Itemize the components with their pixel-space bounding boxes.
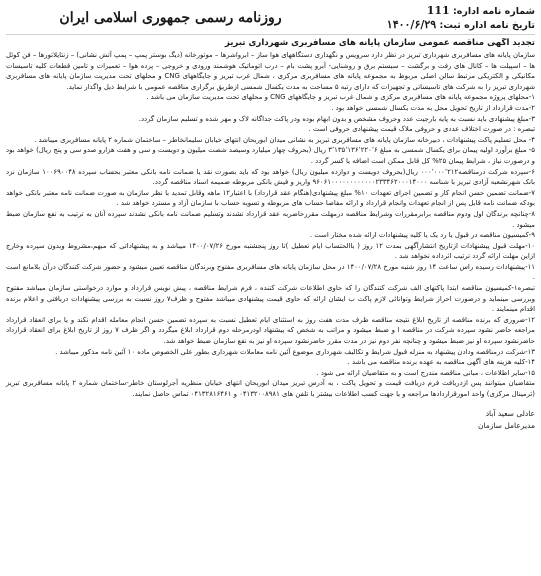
notice-paragraph: ۱-محلهای پروژه مجموعه پایانه های مسافربری مرکزی و شمال غرب تبریز و جایگاههای CNG و محلهای تحت مدیریت سازمان می باشد .: [146, 93, 535, 102]
notice-body: [6, 50, 535, 400]
notice-title: تجدید آگهی مناقصه عمومی سازمان پایانه های مسافربری شهرداری تبریز: [224, 38, 535, 48]
notice-paragraph: ۱۱-پیشنهادات رسیده راس ساعت ۱۴ روز شنبه مورخ ۱۴۰۰/۰۷/۲۸ در محل سازمان پایانه های مسافربری مفتوح وبرندگان مناقصه تعیین میشود و حضور شرکت کنندگان درآن بلامانع است .: [6, 262, 535, 282]
notice-paragraph: سازمان پایانه های مسافربری شهرداری تبریز در نظر دارد سرویس و نگهداری دستگاههای هوا ساز – ابرواشرها – موتورخانه (دیگ بوستر پمپ – پمپ آتش نشانی) – زنتایلاتورها – فن کوئل ها – اسپیلت ها – کانال های رفت و برگشت – سیستم برق و روشنایی- آبرو پشت بام – درب اتوماتیک هوشمند ورودی و خروجی – پرده هوا – تعمیرات و تامین قطعات کلیه تاسیسات مکانیکی و الکتریکی مرتبط سالن اصلی مربوط به مجموعه پایانه های مسافربری مرکزی ، شمال غرب تبریز و جایگاههای CNG و محلهای تحت مدیریت سازمان پایانه های مسافربری شهرداری تبریز را به شرکت های تاسیساتی و تجهیزات که دارای رتبه ۵ مساحت به مدت یکسال شمسی ازطریق برگزاری مناقصه عمومی با شرایط ذیل واگذار نماید.: [6, 51, 535, 91]
notice-paragraph: تبصره۱-کمیسیون مناقصه ابتدا پاکتهای الف شرکت کنندگان را که حاوی اطلاعات شرکت کننده ، فرم شرایط مناقصه ، پیش نویس قرارداد و موارد درخواستی سازمان میباشد مفتوح وبررسی مینماید و درصورت احراز شرایط وتوانائی لازم پاکت ب ایشان ارائه که حاوی قیمت پیشنهادی میباشد مفتوح و ظرف۷ روز نسبت به بررسی پیشنهادات دریافتی و اعلام برنده اقدام مینمایند .: [6, 284, 535, 314]
notice-paragraph: ۲-مدت قرارداد از تاریخ تحویل محل به مدت یکسال شمسی خواهد بود .: [331, 103, 535, 112]
issue-number-row: [387, 4, 535, 18]
notice-paragraph: ۵- مبلغ برآورد اولیه پیمان برای یکسال شمسی به مبلغ ۳٬۱۳۵٬۱۳۶٬۲۲۰٬۶ ریال (بحروف چهار میلیارد وسیصد شصت میلیون و دویست و سی و هفت هزارو صدو سی و پنج ریال) خواهد بود و درصورت نیاز ، شرایط پیمان ۲۵% کل قابل ممکن است اضافه یا کسر گردد .: [6, 146, 535, 165]
notice-paragraph: ۱۵-سایر اطلاعات ، مبانی مناقصه مندرج است و به متقاضیان ارائه می شود .: [316, 368, 535, 377]
newspaper-name: روزنامه رسمی جمهوری اسلامی ایران: [59, 10, 282, 26]
notice-paragraph: ۱۴-کلیه هزینه های آگهی مناقصه به عهده برنده مناقصه می باشد .: [347, 358, 535, 367]
notice-paragraph: ۱۲-ضروری که برنده مناقصه از تاریخ ابلاغ نتیجه مناقصه ظرف مدت هفت روز به استثنای ایام تعطیل نسبت به سپرده تضمین حسن انجام معامله اقدام نکند و یا برای انعقاد قرارداد مراجعه حاضر نشود سپرده شرکت در مناقصه ا و ضبط میشود و مراتب به شخص که پیشنهاد اودرمرحله دوم قرارداد ابلاغ میگردد و اگر ظرف ۷ روز از تاریخ ابلاغ برای انعقاد قرارداد حاضرنشود سپرده او نیز ضبط میشود و چنانچه نفر دوم نیز در مدت مقرر حاضرنشود سپرده او نیز به نفع سازمان ضبط خواهد شد.: [6, 315, 535, 346]
notice-paragraph: ۴- محل تسلیم پاکت پیشنهادات ، دبیرخانه سازمان پایانه های مسافربری تبریز به نشانی میدان ابوریحان انتهای خیابان سلیمانخاطر – ساختمان شماره ۲ پایانه مسافربری میباشد .: [34, 135, 535, 144]
page-header: [6, 4, 535, 35]
notice-paragraph: ۹-کمیسیون مناقصه در قبول یا رد یک یا کلیه پیشنهادات ارائه شده مختار است .: [309, 231, 535, 240]
notice-paragraph: متقاضیان میتوانند پس ازدریافت فرم دریافت قیمت و تحویل پاکت ، به آدرس تبریز میدان ابوریحان انتهای خیابان منظریه آجرلوستان خاطر-ساختمان شماره ۲ پایانه مسافربری تبریز (ترمینال مرکزی) واحد امورقراردادها مراجعه و یا جهت کسب اطلاعات بیشتر با تلفن های ۰۴۱۳۲۰۰۸۹۸۱ و ۰۴۱۳۲۸۱۶۴۶۱ تماس حاصل نمایند.: [6, 379, 535, 398]
notice-paragraph: ۷-ضمانت تضمین حسن انجام کار و تضمین اجرای تعهدات ۱۰% مبلغ پیشنهادی(هنگام عقد قرارداد) با اعتبار۱۲ ماهه وقابل تمدید با نظر سازمان به صورت ضمانت نامه معتبر بانکی خواهد بودکه ضمانت نامه قابل پس از انجام تعهدات وانجام قرارداد و ارائه مفاصا حساب های مربوطه و تسویه حساب با سازمان آزاد و مسترد خواهد شد .: [6, 188, 535, 208]
signatory-name: عادلی سعید آباد: [485, 408, 535, 418]
notice-paragraph: تبصره : در صورت اختلاف عددی و حروفی ملاک قیمت پیشنهادی حروفی است .: [308, 125, 535, 134]
notice-paragraph: ۱۳-شرکت درمناقصه ودادن پیشنهاد به منزله قبول شرایط و تکالیف شهرداری موضوع آئین نامه معاملات شهرداری بطور علی الخصوص ماده ۱۰ آئین نامه مذکور میباشد .: [55, 347, 535, 356]
issue-info: [387, 4, 535, 32]
signatory-position: مدیرعامل سازمان: [477, 420, 535, 430]
issue-date-row: [387, 18, 535, 32]
issue-date: ۱۴۰۰/۶/۲۹: [386, 18, 437, 31]
issue-number-label: شماره نامه اداره:: [452, 6, 535, 17]
notice-paragraph: ۱۰-مهلت قبول پیشنهادات ازتاریخ انتشارآگهی بمدت ۱۲ روز ( باالحتساب ایام تعطیل )تا روز پنجشنبه مورخ ۱۴۰۰/۰۷/۲۶ میباشد و به پیشنهاداتی که مبهم،مشروط وبدون سپرده وخارج ازاین مهلت ارائه گردد ترتیب اثرداده نخواهد شد .: [6, 241, 535, 261]
issue-date-label: تاریخ نامه اداره ثبت:: [439, 20, 535, 31]
signature-block: [6, 408, 535, 432]
notice-paragraph: ۸-چنانچه برندگان اول ودوم مناقصه برابرمقررات وشرایط مناقصه درمهلت مقررحاضربه عقد قرارداد نشدند وتسلیم ضمانت نامه بانکی نشدند سپرده آنان به ترتیب به نفع سازمان ضبط میشود .: [6, 209, 535, 229]
issue-number: 111: [426, 4, 450, 17]
notice-paragraph: ۳-مبلغ پیشنهادی باید نسبت به پایه بارجیت عدد وحروف مشخص و بدون ابهام بوده ودر پاکت جداگانه لاک و مهر شده و تسلیم سازمان گردد.: [138, 114, 535, 123]
notice-paragraph: ۶-سپرده شرکت درمناقصه۰۰۰٬۰۰۰٬۲۱۲ ریال(بحروف دویست و دوازده میلیون ریال) خواهد بود که باید بصورت نقد یا ضمانت نامه بانکی معتبر بحساب سپرده ۱۰۰۶۹۰۰۴۸ سازمان نزد بانک شهرنشعبه آزادی تبریز با شناسه ۹۶۰۶۱۰۰۰۰۰۰۰۰۰۰۰۰۲۳۳۴۶۲۰۰۰۱۴۰۰۰ واریز و فیش بانکی مربوطه ضمیمه اسناد مناقصه گردد.: [6, 167, 535, 187]
